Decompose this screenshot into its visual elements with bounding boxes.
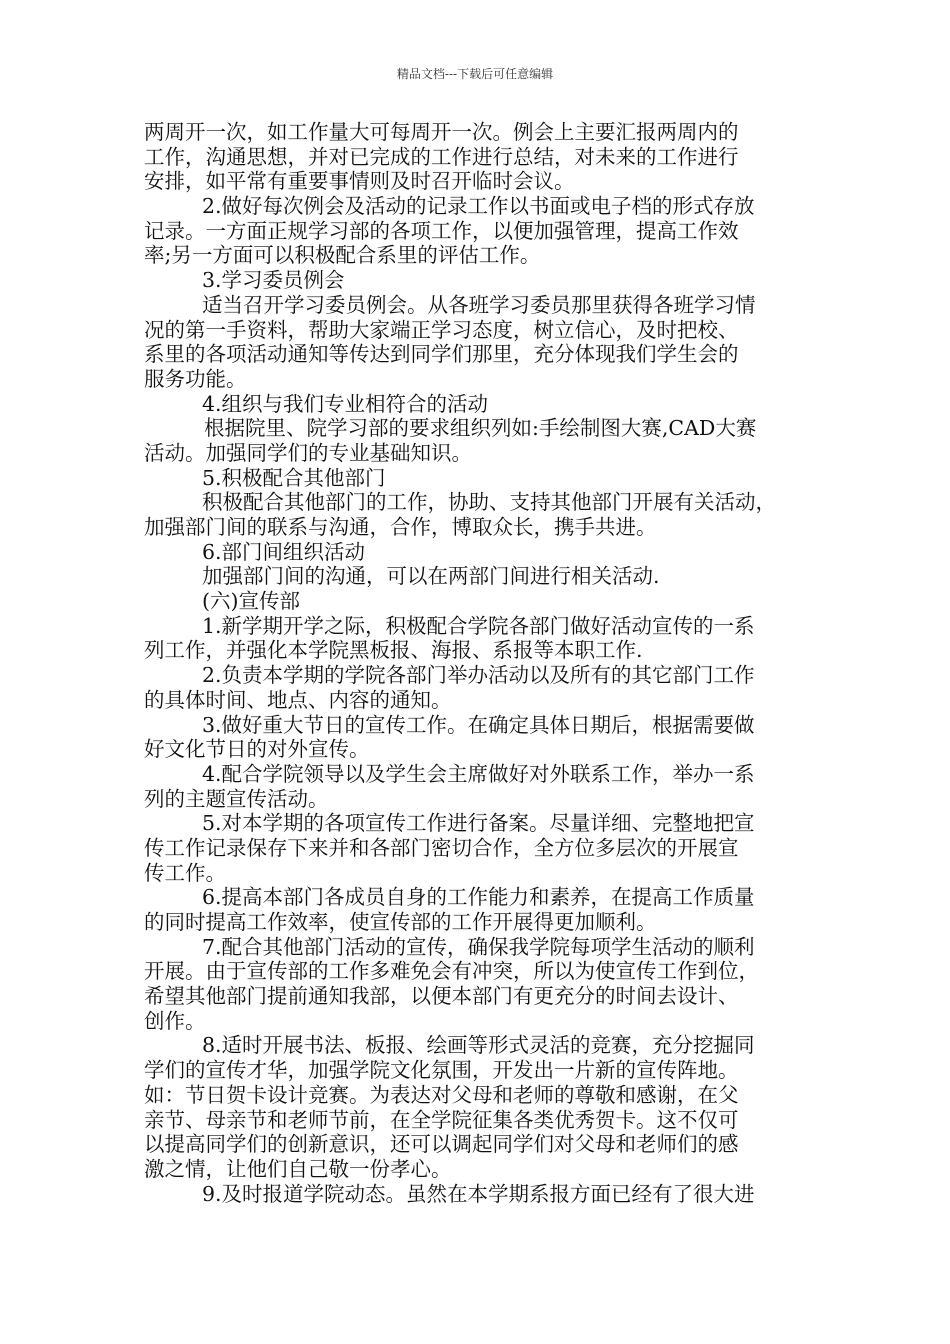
text-line: 根据院里、院学习部的要求组织列如:手绘制图大赛,CAD大赛 (204, 416, 757, 441)
text-line: 5.积极配合其他部门 (202, 465, 386, 490)
text-line: 率;另一方面可以积极配合系里的评估工作。 (144, 243, 541, 268)
text-line: 安排，如平常有重要事情则及时召开临时会议。 (144, 169, 575, 194)
document-body (144, 120, 812, 1206)
text-line: 创作。 (144, 1008, 206, 1033)
text-line: 况的第一手资料，帮助大家端正学习态度，树立信心，及时把校、 (144, 317, 739, 342)
text-line: 希望其他部门提前通知我部，以便本部门有更充分的时间去设计、 (144, 984, 739, 1009)
text-line: 列工作，并强化本学院黑板报、海报、系报等本职工作. (144, 638, 643, 663)
text-line: 5.对本学期的各项宣传工作进行备案。尽量详细、完整地把宣 (202, 811, 755, 836)
text-line: 1.新学期开学之际，积极配合学院各部门做好活动宣传的一系 (202, 613, 755, 638)
text-line: 开展。由于宣传部的工作多难免会有冲突，所以为使宣传工作到位， (144, 959, 759, 984)
text-line: 7.配合其他部门活动的宣传，确保我学院每项学生活动的顺利 (202, 934, 755, 959)
text-line: 8.适时开展书法、板报、绘画等形式灵活的竞赛，充分挖掘同 (202, 1033, 755, 1058)
text-line: 记录。一方面正规学习部的各项工作，以便加强管理，提高工作效 (144, 218, 739, 243)
text-line: 亲节、母亲节和老师节前，在全学院征集各类优秀贺卡。这不仅可 (144, 1107, 739, 1132)
text-line: 学们的宣传才华，加强学院文化氛围，开发出一片新的宣传阵地。 (144, 1058, 739, 1083)
text-line: 4.配合学院领导以及学生会主席做好对外联系工作，举办一系 (202, 761, 755, 786)
text-line: 加强部门间的沟通，可以在两部门间进行相关活动. (202, 564, 660, 589)
text-line: 4.组织与我们专业相符合的活动 (202, 391, 489, 416)
text-line: 2.做好每次例会及活动的记录工作以书面或电子档的形式存放 (202, 194, 755, 219)
text-line: 激之情，让他们自己敬一份孝心。 (144, 1156, 452, 1181)
text-line: 3.做好重大节日的宣传工作。在确定具体日期后，根据需要做 (202, 712, 755, 737)
text-line: 列的主题宣传活动。 (144, 786, 329, 811)
text-line: 6.部门间组织活动 (202, 539, 366, 564)
text-line: 适当召开学习委员例会。从各班学习委员那里获得各班学习情 (202, 292, 756, 317)
text-line: 3.学习委员例会 (202, 268, 345, 293)
text-line: 好文化节日的对外宣传。 (144, 737, 370, 762)
text-line: 传工作记录保存下来并和各部门密切合作，全方位多层次的开展宣 (144, 835, 739, 860)
text-line: 服务功能。 (144, 366, 247, 391)
text-line: 6.提高本部门各成员自身的工作能力和素养，在提高工作质量 (202, 885, 755, 910)
text-line: 以提高同学们的创新意识，还可以调起同学们对父母和老师们的感 (144, 1132, 739, 1157)
text-line: 2.负责本学期的学院各部门举办活动以及所有的其它部门工作 (202, 663, 755, 688)
text-line: 如：节日贺卡设计竞赛。为表达对父母和老师的尊敬和感谢，在父 (144, 1082, 739, 1107)
text-line: 工作，沟通思想，并对已完成的工作进行总结，对未来的工作进行 (144, 144, 739, 169)
text-line: 9.及时报道学院动态。虽然在本学期系报方面已经有了很大进 (202, 1181, 755, 1206)
text-line: 活动。加强同学们的专业基础知识。 (144, 440, 472, 465)
text-line: (六)宣传部 (202, 589, 300, 614)
page-header: 精品文档---下载后可任意编辑 (396, 67, 554, 81)
text-line: 系里的各项活动通知等传达到同学们那里，充分体现我们学生会的 (144, 342, 739, 367)
text-line: 的具体时间、地点、内容的通知。 (144, 687, 452, 712)
text-line: 积极配合其他部门的工作，协助、支持其他部门开展有关活动， (202, 490, 776, 515)
text-line: 两周开一次，如工作量大可每周开一次。例会上主要汇报两周内的 (144, 120, 739, 144)
text-line: 的同时提高工作效率，使宣传部的工作开展得更加顺利。 (144, 910, 657, 934)
text-line: 加强部门间的联系与沟通，合作，博取众长，携手共进。 (144, 515, 657, 539)
text-line: 传工作。 (144, 860, 226, 885)
